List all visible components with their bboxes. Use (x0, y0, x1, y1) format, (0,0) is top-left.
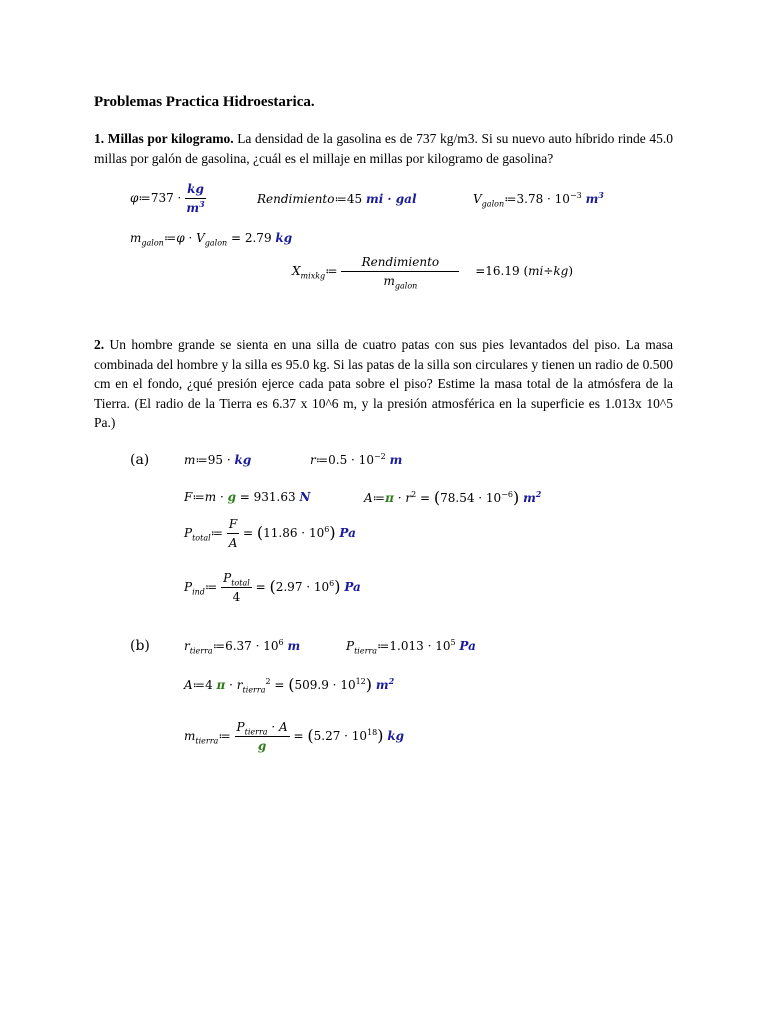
eq-atmosphere-mass: $m_{tierra}≔$ $\frac{P_{tierra} \cdot A}{g}$ = $(5.27 \cdot 10^{18})$ kg (184, 720, 405, 753)
eq-force: F≔m · g = 931.63 N (184, 490, 311, 504)
eq-volume-gallon: $V_{galon}≔3.78 \cdot 10^{-3}$ $m^3$ (473, 190, 604, 209)
eq-mileage: $X_{mixkg}≔$ $\frac{\text{Rendimiento}}{m_{galon}}$ =16.19 (mi÷kg) (292, 255, 574, 291)
part-a-label: (a) (130, 452, 150, 468)
part-b-label: (b) (130, 638, 150, 654)
eq-mass: m≔95 · kg (184, 453, 252, 467)
problem-1-text: La densidad de la gasolina es de 737 kg/m3. Si su nuevo auto híbrido rinde 45.0 millas por galón de gasolina, ¿cuál es el millaje en millas por kilogramo de gasolina? (94, 131, 673, 166)
problem-2-text: Un hombre grande se sienta en una silla de cuatro patas con sus pies levantados del piso. La masa combinada del hombre y la silla es 95.0 kg. Si las patas de la silla son circulares y tienen un radio de 0.500 cm en el fondo, ¿qué presión ejerce cada pata sobre el piso? Estime la masa total de la atmósfera de la Tierra. (El radio de la Tierra es 6.37 x 10^6 m, y la presión atmosférica en la superficie es 1.013x 10^5 Pa.) (94, 337, 673, 430)
eq-area: A≔π · $r^2 = (78.54 \cdot 10^{-6})$ $m^2$ (364, 488, 542, 507)
problem-1-statement (94, 129, 673, 168)
eq-pressure-total: $P_{total}≔$ $\frac{F}{A}$ = $(11.86 \cdot 10^6)$ Pa (184, 517, 356, 550)
eq-pressure-per-leg: $P_{ind}≔$ $\frac{P_{total}}{4}$ = $(2.97 \cdot 10^6)$ Pa (184, 571, 361, 604)
eq-density: φ≔737 · $\frac{kg}{m^3}$ (130, 182, 205, 215)
eq-earth-radius: $r_{tierra}≔6.37 \cdot 10^6$ m (184, 638, 301, 656)
problem-1-heading: Millas por kilogramo. (107, 131, 234, 146)
eq-radius: r≔0.5 · $10^{-2}$ m (310, 452, 403, 467)
problem-2-statement (94, 335, 673, 433)
problem-2-number: 2. (94, 337, 105, 352)
eq-earth-area: A≔4 $\pi \cdot r_{tierra}^2 = (509.9 \cdot 10^{12})$ $m^2$ (184, 675, 395, 695)
eq-earth-pressure: $P_{tierra}≔1.013 \cdot 10^5$ Pa (346, 638, 476, 656)
page-title: Problemas Practica Hidroestarica. (94, 94, 315, 110)
problem-1-number: 1. (94, 131, 105, 146)
eq-mass-gallon: $m_{galon}≔\varphi \cdot V_{galon} = 2.79$ kg (130, 231, 293, 248)
eq-rendimiento: Rendimiento≔45 mi · gal (257, 192, 417, 206)
